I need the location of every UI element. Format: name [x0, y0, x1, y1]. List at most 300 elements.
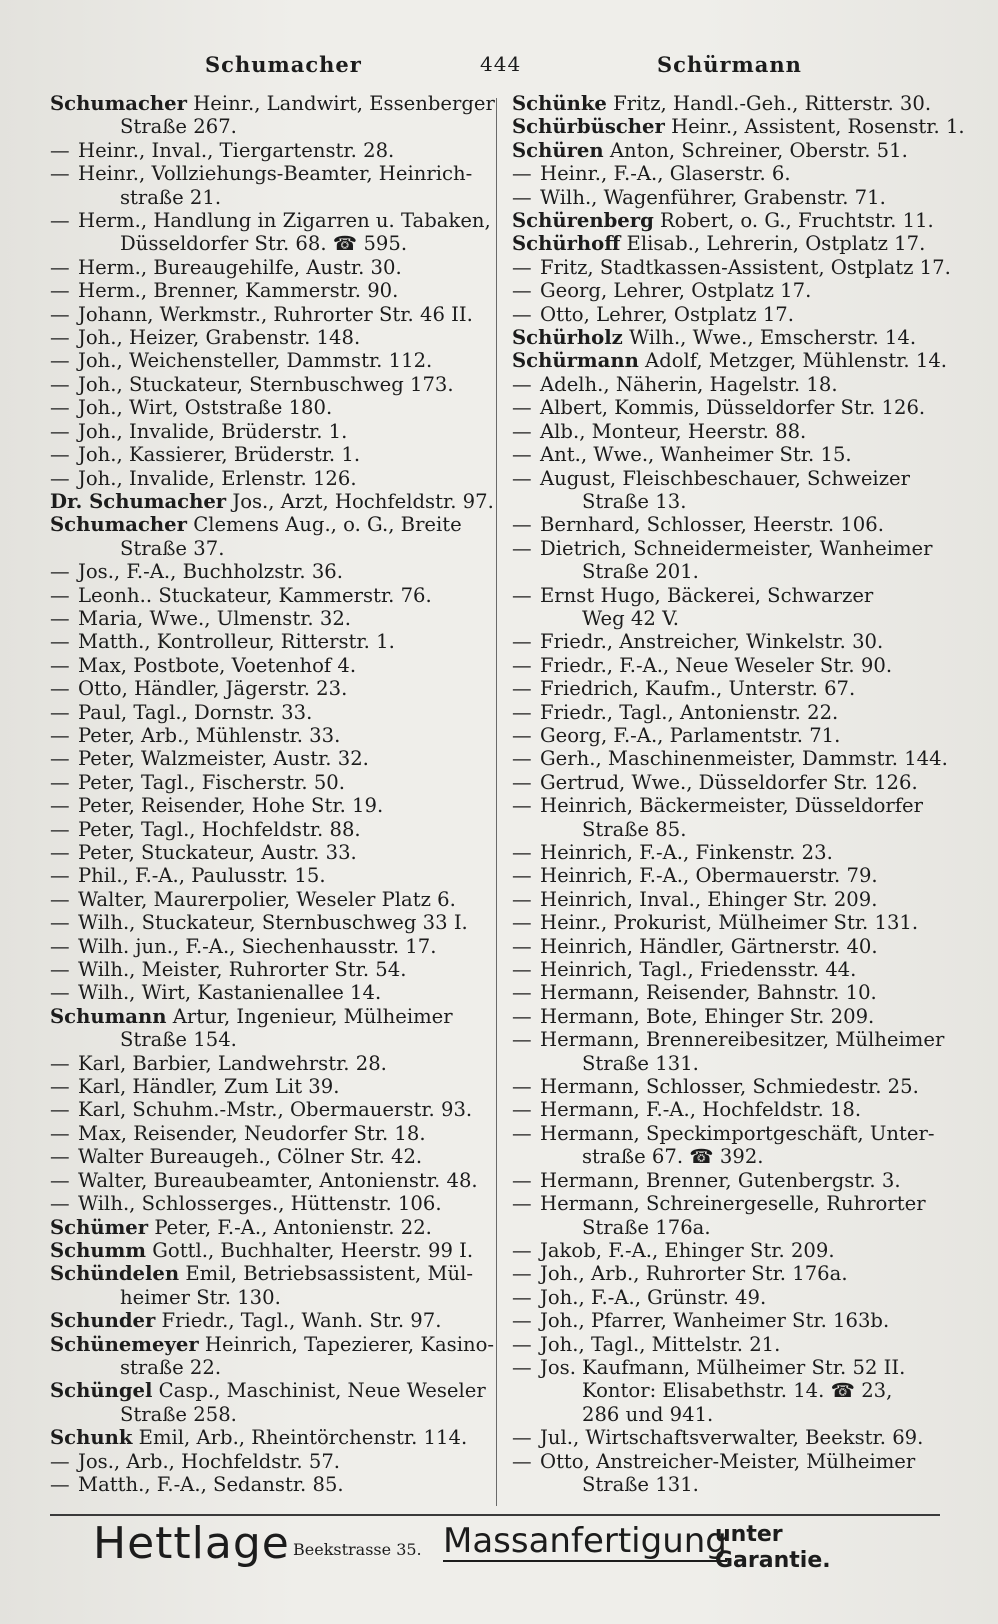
entry-details: Walter Bureaugeh., Cölner Str. 42. — [78, 1145, 423, 1169]
entry-surname: Schüren — [512, 138, 604, 162]
entry-surname: Schürhoff — [512, 232, 621, 256]
directory-entry — [50, 396, 482, 419]
directory-entry — [512, 724, 940, 747]
directory-entry — [50, 771, 482, 794]
entry-details: Hermann, Speckimportgeschäft, Unter- — [540, 1121, 935, 1145]
entry-details: Jos., Arb., Hochfeldstr. 57. — [78, 1449, 341, 1473]
ditto-dash: — — [50, 700, 70, 724]
entry-details: Hermann, F.-A., Hochfeldstr. 18. — [540, 1098, 862, 1122]
entry-details: Walter, Maurerpolier, Weseler Platz 6. — [78, 887, 456, 911]
ditto-dash: — — [50, 841, 70, 864]
ditto-dash: — — [512, 747, 532, 771]
ditto-dash: — — [50, 209, 70, 233]
directory-entry — [512, 935, 940, 958]
entry-details: Heinr., Inval., Tiergartenstr. 28. — [78, 138, 395, 162]
ditto-dash: — — [50, 1121, 70, 1145]
directory-entry — [50, 911, 482, 934]
entry-details: Georg, F.-A., Parlamentstr. 71. — [540, 723, 841, 747]
directory-entry — [512, 162, 940, 185]
entry-details: Heinrich, Tagl., Friedensstr. 44. — [540, 958, 857, 982]
ditto-dash: — — [512, 1004, 532, 1028]
header-right-surname: Schürmann — [657, 52, 802, 77]
entry-details: Joh., Kassierer, Brüderstr. 1. — [78, 443, 361, 467]
ditto-dash: — — [50, 981, 70, 1005]
directory-entry — [512, 279, 940, 302]
entry-details: Wilh., Schlosserges., Hüttenstr. 106. — [78, 1192, 442, 1216]
entry-details: Alb., Monteur, Heerstr. 88. — [540, 419, 807, 443]
entry-continuation: Straße 13. — [582, 489, 687, 513]
ditto-dash: — — [50, 372, 70, 396]
entry-surname: Schumacher — [50, 513, 187, 537]
ditto-dash: — — [50, 279, 70, 303]
entry-details: Wilh., Wirt, Kastanienallee 14. — [78, 981, 382, 1005]
entry-details: Max, Postbote, Voetenhof 4. — [78, 653, 357, 677]
ad-guarantee-line-2: Garantie. — [715, 1548, 831, 1573]
directory-entry — [50, 677, 482, 700]
entry-details: Heinrich, Inval., Ehinger Str. 209. — [540, 887, 878, 911]
ditto-dash: — — [50, 887, 70, 911]
directory-entry — [512, 747, 948, 771]
ditto-dash: — — [512, 1028, 532, 1052]
directory-entry — [50, 841, 482, 864]
ditto-dash: — — [50, 677, 70, 701]
entry-details: Wilh., Meister, Ruhrorter Str. 54. — [78, 958, 407, 982]
entry-continuation: Straße 267. — [120, 115, 237, 139]
column-divider — [496, 98, 497, 1506]
entry-details: Anton, Schreiner, Oberstr. 51. — [603, 138, 908, 162]
directory-entry — [50, 1379, 486, 1403]
ditto-dash: — — [512, 536, 532, 560]
entry-details: Joh., Wirt, Oststraße 180. — [78, 396, 333, 420]
entry-continuation: Straße 176a. — [582, 1215, 711, 1239]
directory-entry — [50, 162, 482, 185]
directory-entry — [512, 1426, 940, 1449]
entry-details: Heinr., Assistent, Rosenstr. 1. — [664, 115, 965, 139]
entry-details: Friedr., Tagl., Antonienstr. 22. — [540, 700, 839, 724]
ditto-dash: — — [50, 419, 70, 443]
entry-details: Ant., Wwe., Wanheimer Str. 15. — [540, 443, 852, 467]
entry-details: Fritz, Stadtkassen-Assistent, Ostplatz 17. — [540, 255, 951, 279]
entry-details: Emil, Betriebsassistent, Mül- — [179, 1262, 474, 1286]
entry-details: Karl, Schuhm.-Mstr., Obermauerstr. 93. — [78, 1098, 473, 1122]
entry-continuation: heimer Str. 130. — [120, 1285, 281, 1309]
entry-details: Peter, Stuckateur, Austr. 33. — [78, 841, 357, 864]
ditto-dash: — — [50, 794, 70, 818]
ditto-dash: — — [512, 513, 532, 537]
entry-details: Heinrich, Tapezierer, Kasino- — [198, 1332, 494, 1356]
directory-entry — [50, 958, 482, 981]
ditto-dash: — — [512, 372, 532, 396]
entry-details: Hermann, Brennereibesitzer, Mülheimer — [540, 1028, 945, 1052]
directory-entry — [512, 981, 940, 1004]
directory-entry — [512, 139, 940, 162]
entry-details: Friedr., Anstreicher, Winkelstr. 30. — [540, 630, 884, 654]
directory-entry — [512, 771, 940, 794]
directory-entry — [50, 1169, 482, 1192]
entry-details: Max, Reisender, Neudorfer Str. 18. — [78, 1121, 426, 1145]
ditto-dash: — — [512, 770, 532, 794]
ditto-dash: — — [512, 677, 532, 701]
ditto-dash: — — [512, 279, 532, 303]
directory-entry — [512, 701, 940, 724]
ditto-dash: — — [512, 185, 532, 209]
directory-entry — [512, 420, 940, 443]
directory-entry — [50, 794, 482, 817]
entry-details: Heinr., F.-A., Glaserstr. 6. — [540, 162, 791, 186]
directory-entry — [512, 630, 940, 653]
ditto-dash: — — [512, 466, 532, 490]
entry-details: Friedr., Tagl., Wanh. Str. 97. — [155, 1309, 442, 1333]
entry-details: Peter, Tagl., Fischerstr. 50. — [78, 770, 345, 794]
directory-entry — [512, 92, 940, 115]
entry-details: Adelh., Näherin, Hagelstr. 18. — [540, 372, 838, 396]
directory-entry — [512, 1262, 940, 1285]
directory-entry — [50, 373, 482, 396]
directory-entry — [512, 396, 940, 419]
ditto-dash: — — [512, 1262, 532, 1286]
ditto-dash: — — [512, 1449, 532, 1473]
entry-details: Gottl., Buchhalter, Heerstr. 99 I. — [146, 1238, 474, 1262]
entry-continuation: straße 22. — [120, 1355, 222, 1379]
entry-details: Albert, Kommis, Düsseldorfer Str. 126. — [540, 396, 926, 420]
ad-address: Beekstrasse 35. — [293, 1540, 422, 1559]
directory-entry — [512, 1239, 940, 1262]
entry-details: Hermann, Schlosser, Schmiedestr. 25. — [540, 1075, 919, 1099]
entry-details: Johann, Werkmstr., Ruhrorter Str. 46 II. — [78, 302, 473, 326]
ditto-dash: — — [50, 723, 70, 747]
ad-guarantee-line-1: unter — [715, 1522, 783, 1547]
entry-details: Heinrich, Bäckermeister, Düsseldorfer — [540, 794, 923, 818]
entry-surname: Schünemeyer — [50, 1332, 199, 1356]
directory-entry — [50, 1052, 482, 1075]
directory-entry — [512, 443, 940, 466]
entry-details: August, Fleischbeschauer, Schweizer — [540, 466, 910, 490]
ditto-dash: — — [50, 1145, 70, 1169]
entry-surname: Schunder — [50, 1309, 156, 1333]
ditto-dash: — — [50, 934, 70, 958]
directory-entry — [50, 1005, 482, 1028]
directory-entry — [50, 981, 482, 1004]
directory-entry — [50, 139, 482, 162]
entry-details: Herm., Handlung in Zigarren u. Tabaken, — [78, 209, 491, 233]
ditto-dash: — — [512, 1355, 532, 1379]
entry-surname: Schüngel — [50, 1379, 153, 1403]
entry-details: Jos., F.-A., Buchholzstr. 36. — [78, 560, 343, 584]
directory-entry — [50, 303, 482, 326]
ditto-dash: — — [50, 606, 70, 630]
directory-entry — [512, 794, 940, 817]
entry-details: Heinr., Prokurist, Mülheimer Str. 131. — [540, 911, 919, 935]
ditto-dash: — — [512, 1332, 532, 1356]
entry-continuation: Straße 201. — [582, 560, 699, 584]
entry-continuation: Straße 37. — [120, 536, 225, 560]
entry-details: Clemens Aug., o. G., Breite — [186, 513, 462, 537]
entry-details: Bernhard, Schlosser, Heerstr. 106. — [540, 513, 884, 537]
entry-details: Jul., Wirtschaftsverwalter, Beekstr. 69. — [540, 1426, 924, 1450]
right-column — [512, 92, 965, 1496]
ditto-dash: — — [50, 302, 70, 326]
directory-entry — [512, 303, 940, 326]
ditto-dash: — — [50, 349, 70, 373]
directory-entry — [512, 1333, 940, 1356]
directory-entry — [50, 1122, 482, 1145]
directory-entry — [50, 864, 482, 887]
ditto-dash: — — [50, 1449, 70, 1473]
directory-entry — [50, 279, 482, 302]
directory-entry — [512, 1169, 940, 1192]
ditto-dash: — — [512, 255, 532, 279]
ditto-dash: — — [512, 1285, 532, 1309]
entry-details: Herm., Brenner, Kammerstr. 90. — [78, 279, 399, 303]
ditto-dash: — — [512, 934, 532, 958]
directory-entry — [512, 373, 940, 396]
directory-entry — [512, 537, 940, 560]
ditto-dash: — — [512, 1075, 532, 1099]
ditto-dash: — — [50, 1098, 70, 1122]
entry-continuation: Straße 258. — [120, 1402, 237, 1426]
entry-details: Joh., Arb., Ruhrorter Str. 176a. — [540, 1262, 848, 1286]
entry-details: Peter, Arb., Mühlenstr. 33. — [78, 723, 341, 747]
ad-offer: Massanfertigung — [443, 1521, 727, 1561]
entry-continuation: Straße 131. — [582, 1472, 699, 1496]
ditto-dash: — — [50, 1192, 70, 1216]
directory-entry — [512, 1028, 945, 1052]
ditto-dash: — — [512, 1238, 532, 1262]
directory-entry — [512, 1286, 940, 1309]
ditto-dash: — — [512, 887, 532, 911]
entry-details: Joh., Tagl., Mittelstr. 21. — [540, 1332, 781, 1356]
entry-details: Heinr., Vollziehungs-Beamter, Heinrich- — [78, 162, 473, 186]
ditto-dash: — — [512, 1426, 532, 1450]
directory-entry — [512, 349, 948, 373]
entry-details: Georg, Lehrer, Ostplatz 17. — [540, 279, 812, 303]
entry-details: Joh., Weichensteller, Dammstr. 112. — [78, 349, 433, 373]
entry-details: Walter, Bureaubeamter, Antonienstr. 48. — [78, 1168, 478, 1192]
directory-entry — [512, 1075, 940, 1098]
entry-details: Herm., Bureaugehilfe, Austr. 30. — [78, 255, 402, 279]
ditto-dash: — — [50, 653, 70, 677]
ditto-dash: — — [512, 1098, 532, 1122]
entry-details: Wilh., Wagenführer, Grabenstr. 71. — [540, 185, 886, 209]
entry-details: Gertrud, Wwe., Düsseldorfer Str. 126. — [540, 770, 918, 794]
directory-entry — [512, 1098, 940, 1121]
ditto-dash: — — [512, 794, 532, 818]
ditto-dash: — — [512, 1121, 532, 1145]
entry-continuation: Düsseldorfer Str. 68. ☎ 595. — [120, 232, 408, 256]
entry-details: Heinrich, Händler, Gärtnerstr. 40. — [540, 934, 878, 958]
entry-details: Jos. Kaufmann, Mülheimer Str. 52 II. — [540, 1355, 906, 1379]
ditto-dash: — — [512, 443, 532, 467]
ditto-dash: — — [50, 466, 70, 490]
directory-entry — [50, 584, 482, 607]
entry-surname: Schumacher — [50, 92, 187, 115]
entry-details: Hermann, Reisender, Bahnstr. 10. — [540, 981, 877, 1005]
entry-details: Fritz, Handl.-Geh., Ritterstr. 30. — [606, 92, 932, 115]
entry-surname: Dr. Schumacher — [50, 489, 227, 513]
ditto-dash: — — [50, 1168, 70, 1192]
directory-entry — [512, 584, 940, 607]
entry-details: Hermann, Schreinergeselle, Ruhrorter — [540, 1192, 926, 1216]
directory-entry — [512, 1450, 940, 1473]
directory-entry — [50, 443, 482, 466]
directory-entry — [512, 888, 940, 911]
ditto-dash: — — [50, 255, 70, 279]
directory-entry — [50, 467, 482, 490]
directory-entry — [50, 1075, 482, 1098]
ditto-dash: — — [512, 653, 532, 677]
entry-surname: Schümer — [50, 1215, 149, 1239]
directory-entry — [512, 677, 940, 700]
directory-entry — [50, 256, 482, 279]
ditto-dash: — — [50, 396, 70, 420]
entry-details: Elisab., Lehrerin, Ostplatz 17. — [620, 232, 926, 256]
directory-entry — [512, 864, 940, 887]
directory-entry — [50, 1473, 482, 1496]
directory-entry — [512, 1122, 940, 1145]
entry-details: Jos., Arzt, Hochfeldstr. 97. — [226, 489, 494, 513]
ditto-dash: — — [512, 162, 532, 186]
directory-entry — [512, 1192, 940, 1215]
entry-details: Heinr., Landwirt, Essenberger — [186, 92, 495, 115]
directory-entry — [50, 747, 482, 770]
ditto-dash: — — [50, 630, 70, 654]
ditto-dash: — — [512, 723, 532, 747]
directory-entry — [50, 1332, 494, 1356]
directory-entry — [50, 1426, 482, 1449]
directory-entry — [512, 654, 940, 677]
directory-entry — [50, 1145, 482, 1168]
entry-surname: Schumm — [50, 1238, 147, 1262]
entry-continuation: straße 67. ☎ 392. — [582, 1145, 764, 1169]
directory-entry — [50, 935, 482, 958]
ditto-dash: — — [50, 583, 70, 607]
ditto-dash: — — [50, 138, 70, 162]
directory-entry — [50, 724, 482, 747]
entry-details: Wilh., Stuckateur, Sternbuschweg 33 I. — [78, 911, 468, 935]
entry-continuation: Kontor: Elisabethstr. 14. ☎ 23, — [582, 1379, 893, 1403]
entry-details: Paul, Tagl., Dornstr. 33. — [78, 700, 313, 724]
entry-details: Otto, Lehrer, Ostplatz 17. — [540, 302, 794, 326]
advertisement — [93, 1518, 953, 1618]
entry-continuation: Straße 131. — [582, 1051, 699, 1075]
entry-surname: Schürholz — [512, 326, 623, 350]
entry-details: Friedrich, Kaufm., Unterstr. 67. — [540, 677, 856, 701]
header-left-surname: Schumacher — [205, 52, 362, 77]
entry-details: Peter, F.-A., Antonienstr. 22. — [148, 1215, 432, 1239]
directory-entry — [50, 1192, 482, 1215]
entry-details: Leonh.. Stuckateur, Kammerstr. 76. — [78, 583, 432, 607]
entry-details: Friedr., F.-A., Neue Weseler Str. 90. — [540, 653, 893, 677]
entry-details: Wilh. jun., F.-A., Siechenhausstr. 17. — [78, 934, 437, 958]
directory-entry — [50, 209, 491, 233]
ditto-dash: — — [512, 302, 532, 326]
entry-details: Casp., Maschinist, Neue Weseler — [152, 1379, 486, 1403]
ditto-dash: — — [50, 747, 70, 771]
entry-continuation: 286 und 941. — [582, 1402, 714, 1426]
entry-details: Peter, Reisender, Hohe Str. 19. — [78, 794, 384, 818]
directory-entry — [512, 513, 940, 536]
entry-details: Matth., Kontrolleur, Ritterstr. 1. — [78, 630, 395, 654]
directory-entry — [512, 255, 951, 279]
entry-details: Karl, Händler, Zum Lit 39. — [78, 1075, 340, 1099]
ditto-dash: — — [512, 841, 532, 864]
entry-surname: Schürmann — [512, 349, 639, 373]
directory-entry — [50, 1262, 482, 1285]
advertisement-rule — [50, 1514, 940, 1516]
entry-details: Ernst Hugo, Bäckerei, Schwarzer — [540, 583, 874, 607]
directory-entry — [512, 467, 940, 490]
entry-surname: Schürenberg — [512, 209, 654, 233]
entry-surname: Schürbüscher — [512, 115, 665, 139]
entry-continuation: Straße 154. — [120, 1028, 237, 1052]
entry-details: Robert, o. G., Fruchtstr. 11. — [653, 209, 934, 233]
directory-entry — [512, 186, 940, 209]
directory-entry — [50, 1309, 482, 1332]
entry-surname: Schunk — [50, 1426, 133, 1450]
directory-entry — [50, 420, 482, 443]
directory-entry — [512, 958, 940, 981]
entry-details: Otto, Händler, Jägerstr. 23. — [78, 677, 348, 701]
entry-details: Joh., F.-A., Grünstr. 49. — [540, 1285, 767, 1309]
entry-details: Karl, Barbier, Landwehrstr. 28. — [78, 1051, 387, 1075]
directory-entry — [50, 701, 482, 724]
entry-details: Jakob, F.-A., Ehinger Str. 209. — [540, 1238, 835, 1262]
left-column — [50, 92, 495, 1496]
ditto-dash: — — [512, 864, 532, 888]
entry-details: Peter, Tagl., Hochfeldstr. 88. — [78, 817, 361, 841]
ditto-dash: — — [50, 958, 70, 982]
ditto-dash: — — [512, 700, 532, 724]
entry-surname: Schumann — [50, 1004, 167, 1028]
directory-entry — [50, 630, 482, 653]
directory-entry — [50, 560, 482, 583]
directory-entry — [50, 513, 482, 536]
entry-details: Gerh., Maschinenmeister, Dammstr. 144. — [540, 747, 948, 771]
entry-details: Heinrich, F.-A., Finkenstr. 23. — [540, 841, 833, 864]
directory-entry — [50, 1239, 482, 1262]
directory-entry — [512, 841, 940, 864]
entry-details: Phil., F.-A., Paulusstr. 15. — [78, 864, 326, 888]
directory-entry — [512, 326, 940, 349]
directory-entry — [50, 489, 494, 513]
directory-entry — [50, 607, 482, 630]
ditto-dash: — — [512, 583, 532, 607]
directory-entry — [50, 654, 482, 677]
directory-entry — [50, 818, 482, 841]
ditto-dash: — — [50, 326, 70, 350]
ditto-dash: — — [512, 419, 532, 443]
directory-entry — [50, 1450, 482, 1473]
entry-details: Hermann, Bote, Ehinger Str. 209. — [540, 1004, 875, 1028]
directory-entry — [50, 1216, 482, 1239]
entry-details: Artur, Ingenieur, Mülheimer — [166, 1004, 453, 1028]
ditto-dash: — — [50, 770, 70, 794]
directory-entry — [50, 888, 482, 911]
entry-details: Joh., Heizer, Grabenstr. 148. — [78, 326, 361, 350]
ditto-dash: — — [512, 1309, 532, 1333]
directory-entry — [512, 1309, 940, 1332]
ditto-dash: — — [50, 1075, 70, 1099]
entry-details: Wilh., Wwe., Emscherstr. 14. — [622, 326, 917, 350]
directory-entry — [512, 115, 965, 139]
entry-details: Joh., Stuckateur, Sternbuschweg 173. — [78, 372, 454, 396]
ditto-dash: — — [512, 1168, 532, 1192]
ditto-dash: — — [50, 911, 70, 935]
entry-continuation: Weg 42 V. — [582, 606, 680, 630]
ditto-dash: — — [512, 1192, 532, 1216]
directory-entry — [50, 92, 495, 115]
page-number: 444 — [480, 52, 522, 76]
